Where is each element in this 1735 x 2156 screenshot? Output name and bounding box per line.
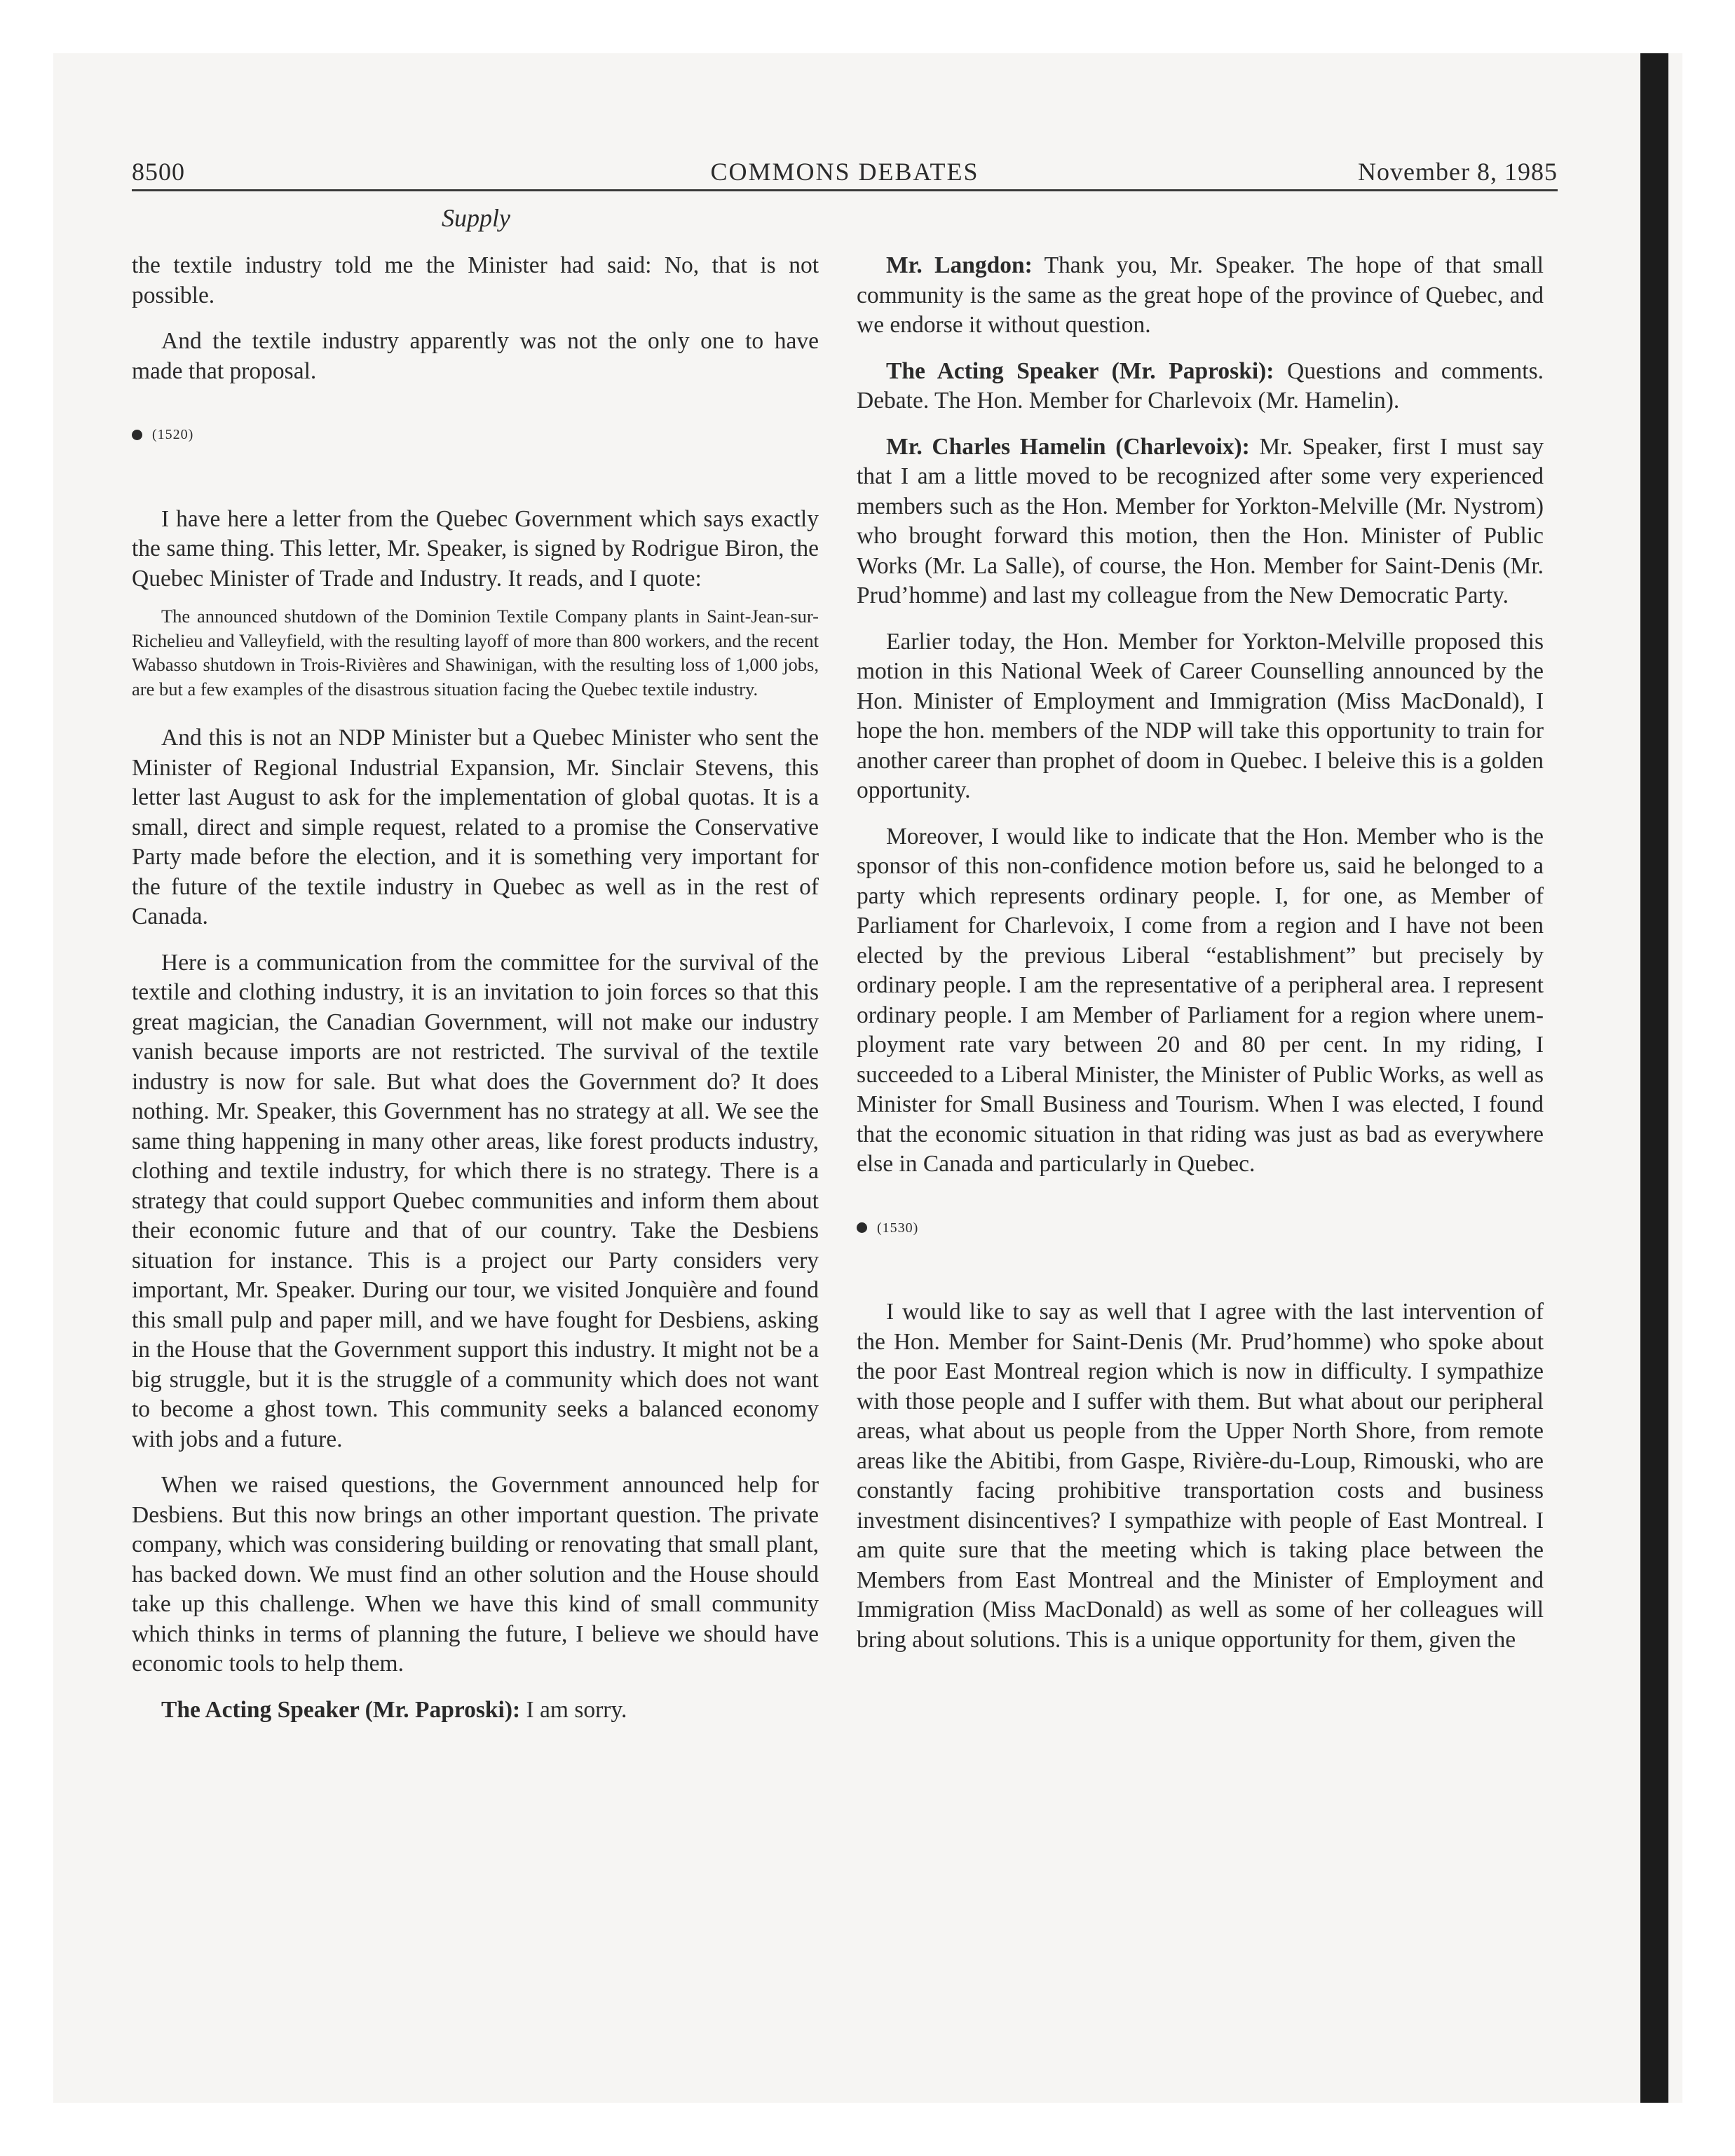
paragraph [857,251,1544,341]
paragraph: Here is a communication from the committee for the survival of the textile and clothing industry, it is an invitation to join forces so that this great magician, the Canadian Government, will not make our industry vanish because imports are not restricted. The survival of the textile industry is now for sale. But what does the Government do? It does nothing. Mr. Speaker, this Government has no strategy at all. We see the same thing happening in many other areas, like forest products industry, clothing and textile industry, for which there is no strategy. There is a strategy that could support Quebec communities and inform them about their economic future and that of our country. Take the Desbiens situation for instance. This is a project our Party considers very important, Mr. Speaker. During our tour, we visited Jonquière and found this small pulp and paper mill, and we have fought for Desbiens, asking in the House that the Government support this industry. It might not be a big struggle, but it is the struggle of a community which does not want to become a ghost town. This community seeks a balanced economy with jobs and a future. [132,949,819,1452]
paragraph: Earlier today, the Hon. Member for Yorkton-Melville proposed this motion in this National Week of Career Counselling announced by the Hon. Minister of Employment and Immigration (Miss MacDonald), I hope the hon. members of the NDP will take this opportunity to train for another career than prophet of doom in Quebec. I beleive this is a golden opportunity. [857,628,1544,803]
paragraph [857,357,1544,416]
paragraph: And this is not an NDP Minister but a Quebec Minister who sent the Minister of Regional Industrial Expansion, Mr. Sinclair Stevens, this letter last August to ask for the implementation of global quotas. It is a small, direct and simple request, related to a promise the Conservative Party made before the election, and it is something very important for the future of the textile industry in Quebec as well as in the rest of Canada. [132,725,819,929]
paragraph: Moreover, I would like to indicate that the Hon. Member who is the sponsor of this non-confidence motion before us, said he belonged to a party which represents ordinary people. I, for one, as Member of Parliament for Charlevoix, I come from a region and I have not been elected by the previous Liberal “establishment” but precisely by ordinary people. I am the representative of a peripheral area. I represent ordinary people. I am Member of Parliament for a region where unemployment rate vary between 20 and 80 per cent. In my riding, I succeeded to a Liberal Minister, the Minister of Public Works, as well as Minister for Small Business and Tourism. When I was elected, I found that the economic situation in that riding was just as bad as everywhere else in Canada and particularly in Quebec. [857,823,1544,1177]
speaker-name: Mr. Langdon: [886,252,1033,278]
time-label: (1520) [152,427,194,442]
speech-text: I am sorry. [520,1696,627,1723]
page-header [132,156,1558,191]
bullet-icon [132,430,142,440]
paragraph: When we raised questions, the Government announced help for Desbiens. But this now brings an other important question. The private company, which was considering building or renovating that small plant, has backed down. We must find an other solution and the House should take up this challenge. When we have this kind of small community which thinks in terms of planning the future, I believe we should have economic tools to help them. [132,1472,819,1677]
paragraph: I have here a letter from the Quebec Government which says exactly the same thing. This letter, Mr. Speaker, is signed by Rodrigue Biron, the Quebec Minister of Trade and Industry. It reads, and I quote: [132,505,819,592]
section-heading: Supply [442,204,510,232]
speaker-name: Mr. Charles Hamelin (Charlevoix): [886,433,1250,460]
speaker-name: The Acting Speaker (Mr. Paproski): [161,1696,521,1723]
paragraph: the textile industry told me the Minister had said: No, that is not possible. [132,252,819,308]
right-column [857,251,1544,1671]
block-quote: The announced shutdown of the Dominion Textile Company plants in Saint-Jean-sur-Richelieu and Valleyfield, with the resulting layoff of more than 800 workers, and the recent Wabasso shutdown in Trois-Rivières and Shawinigan, with the resulting loss of 1,000 jobs, are but a few examples of the disastrous situation facing the Quebec textile industry. [132,606,819,700]
paragraph: I would like to say as well that I agree with the last intervention of the Hon. Member for Saint-Denis (Mr. Prud’homme) who spoke about the poor East Montreal region which is now in difficulty. I sympathize with those people and I suffer with them. But what about our peripheral areas, what about us people from the Upper North Shore, from remote areas like the Abitibi, from Gaspe, Rivière-du-Loup, Rimouski, who are constantly facing prohibitive transportation costs and business investment disincentives? I sympathize with people of East Montreal. I am quite sure that the meeting which is taking place between the Members from East Montreal and the Minister of Employment and Immigration (Miss MacDonald) as well as some of her colleagues will bring about solutions. This is a unique opportunity for them, given the [857,1299,1544,1653]
paragraph [132,1696,819,1726]
speaker-name: The Acting Speaker (Mr. Paproski): [886,357,1274,384]
speech-text: Thank you, Mr. Speaker. The hope of that small community is the same as the great hope of the province of Quebec, and we endorse it without question. [857,252,1544,338]
bullet-icon [857,1222,867,1233]
page-number: 8500 [132,158,185,186]
speech-text: Questions and comments. Debate. The Hon. Member for Charlevoix (Mr. Hamelin). [857,357,1544,414]
publication-title: COMMONS DEBATES [710,158,979,186]
speech-text: Mr. Speaker, first I must say that I am a little moved to be recognized after some very experienced members such as the Hon. Member for Yorkton-Melville (Mr. Nystrom) who brought forward this motion, then the Hon. Minister of Public Works (Mr. La Salle), of course, the Hon. Member for Saint-Denis (Mr. Prud’homme) and last my colleague from the New Democratic Party. [857,433,1544,608]
time-label: (1530) [877,1220,919,1236]
page-spine-shadow [1640,53,1668,2103]
left-column [132,251,819,1741]
paragraph [857,432,1544,611]
time-marker [857,1213,1544,1243]
time-marker [132,420,819,450]
publication-date: November 8, 1985 [1358,158,1558,186]
paragraph: And the textile industry apparently was not the only one to have made that proposal. [132,328,819,384]
